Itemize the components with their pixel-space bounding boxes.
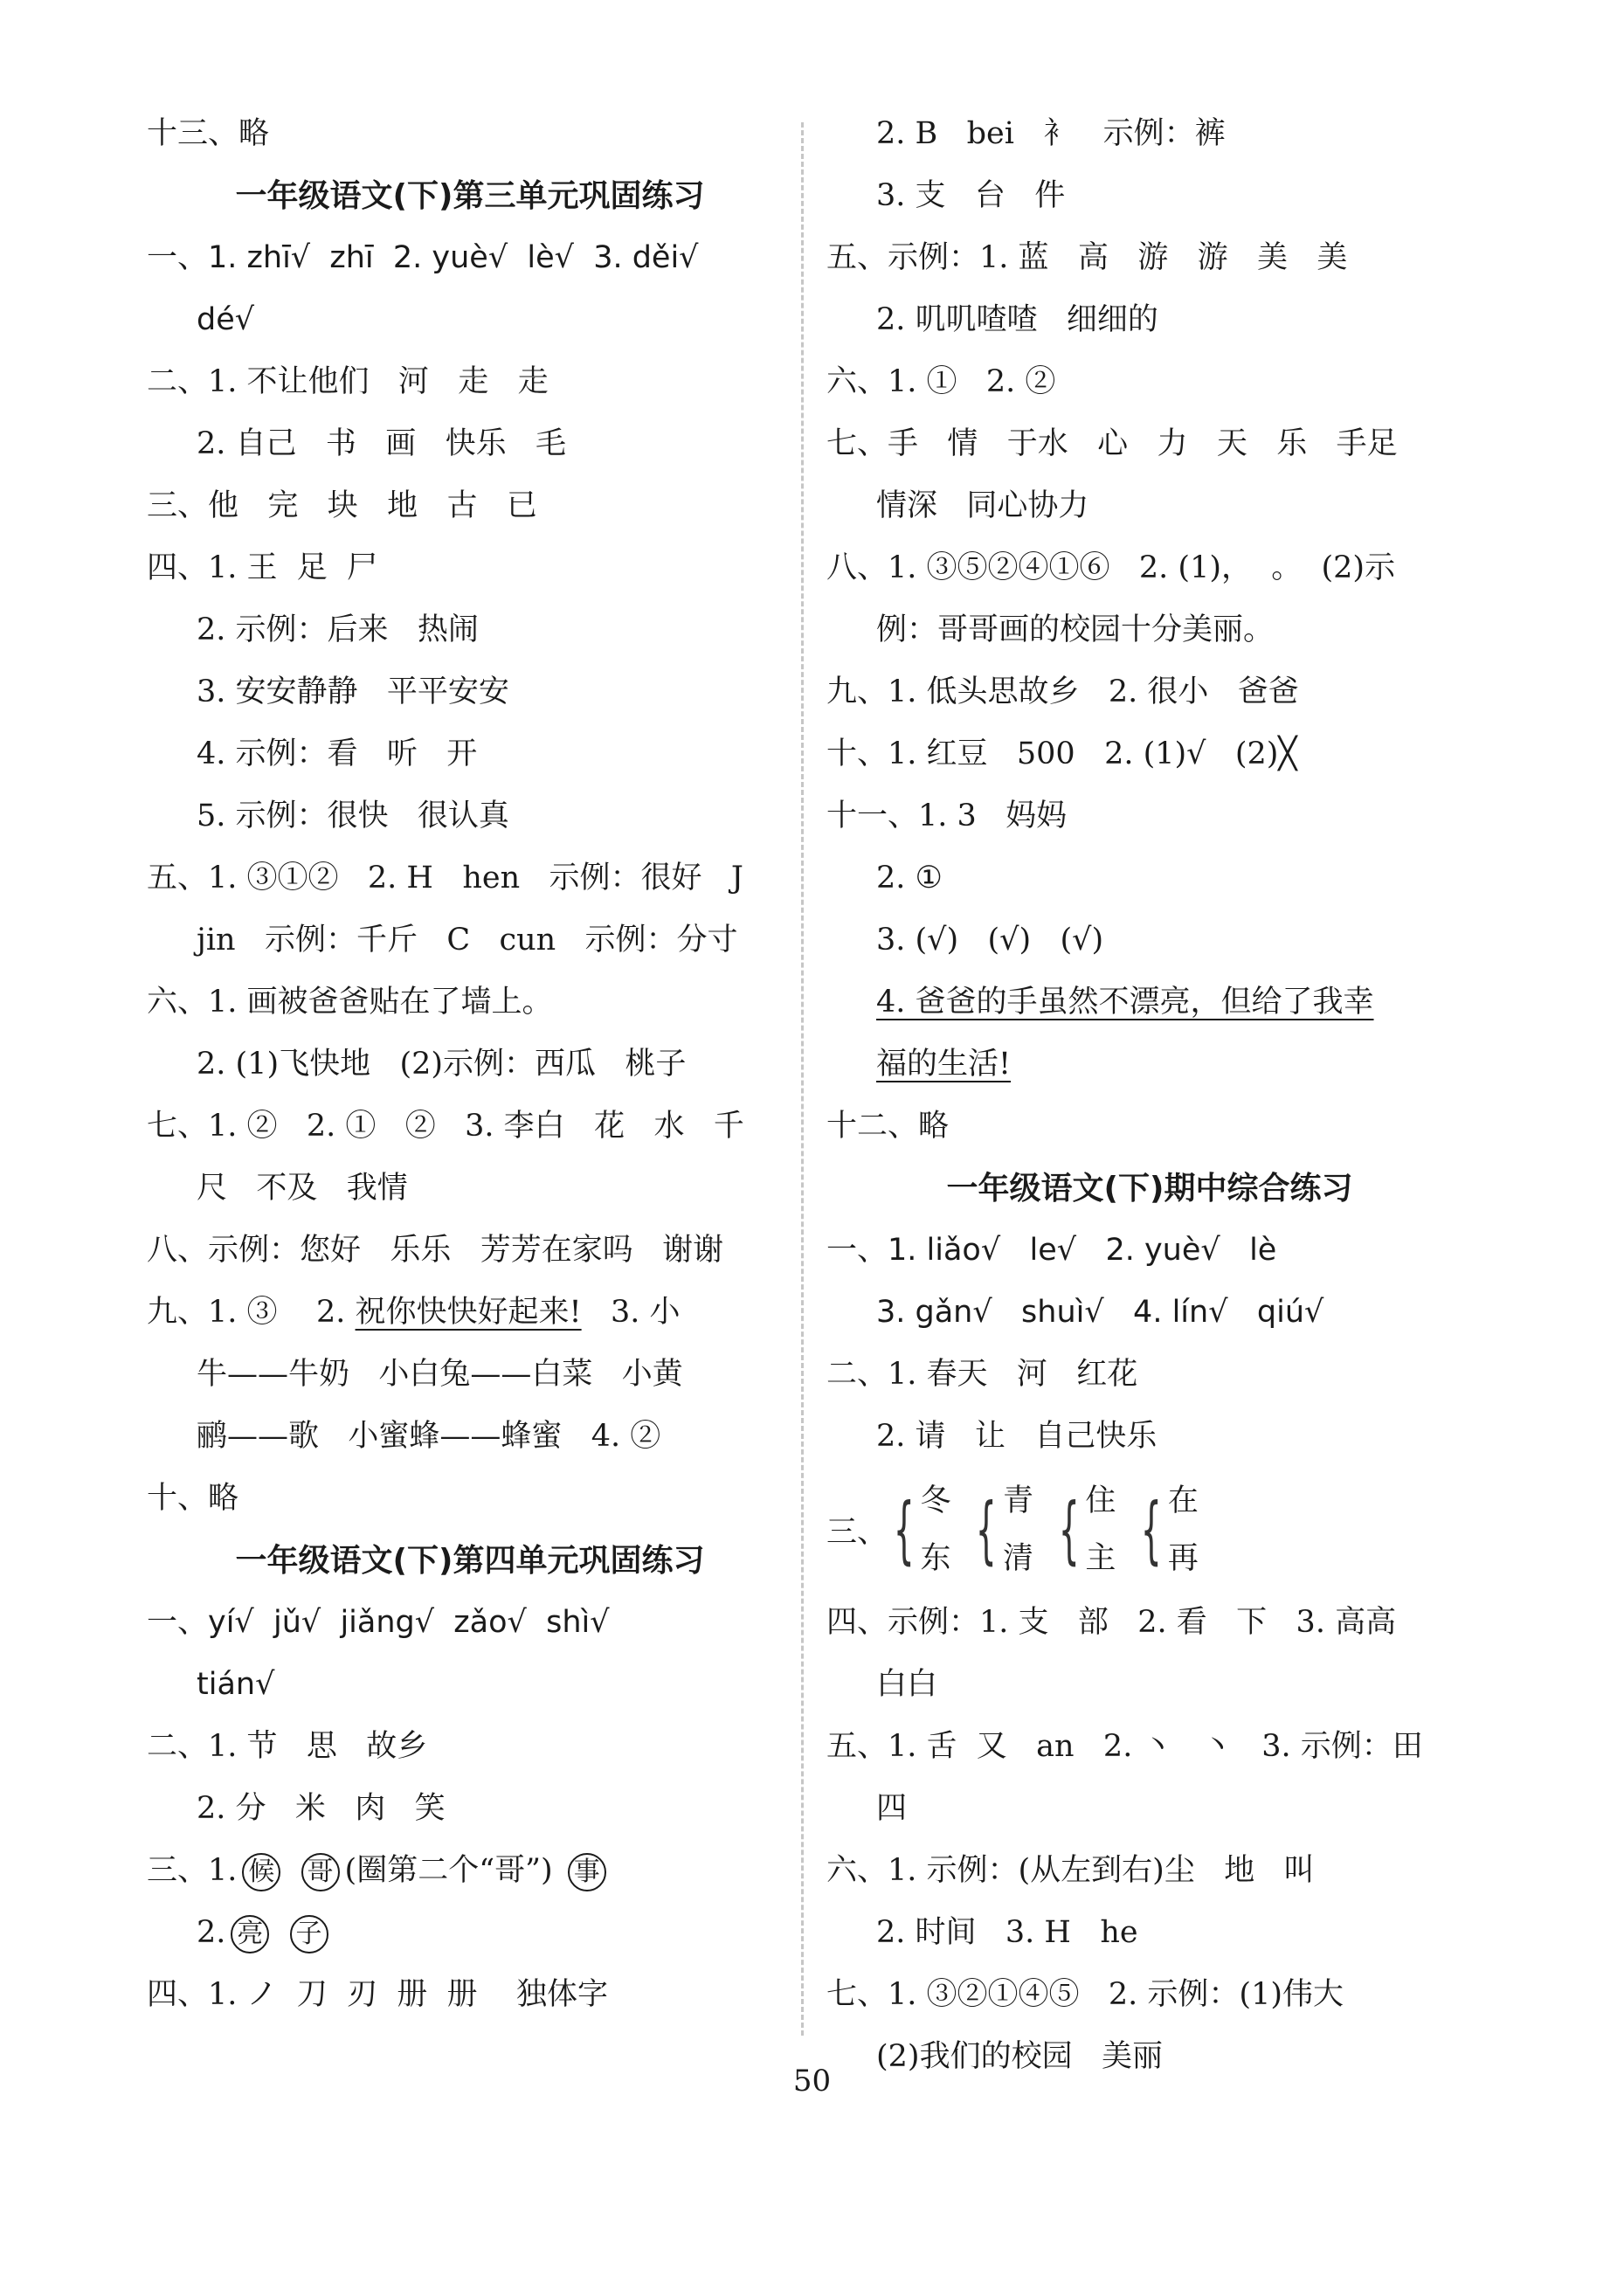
brace-top-char: 在 (1167, 1483, 1199, 1518)
circled-char: 事 (568, 1853, 606, 1891)
answer-text: (圈第二个“哥”) (344, 1853, 553, 1888)
answer-line: 十一、1. 3 妈妈 (826, 799, 1068, 833)
brace-group (888, 1472, 950, 1587)
answer-line: (2)我们的校园 美丽 (876, 2039, 1163, 2074)
brace-bottom-char: 东 (920, 1541, 951, 1576)
answer-line: 尺 不及 我情 (197, 1171, 408, 1206)
answer-line: 十、略 (147, 1481, 239, 1516)
answer-line (147, 1282, 793, 1344)
answer-line: 3. gǎn√ shuì√ 4. lín√ qiú√ (876, 1295, 1324, 1330)
answer-line: 六、1. 画被爸爸贴在了墙上。 (147, 985, 553, 1020)
answer-line: 3. (√) (√) (√) (876, 923, 1104, 958)
answer-text: 三、1. (147, 1853, 238, 1888)
circled-char: 亮 (231, 1915, 269, 1953)
brace-top-char: 冬 (920, 1483, 951, 1518)
answer-line: 一、1. zhī√ zhī 2. yuè√ lè√ 3. děi√ (147, 240, 699, 275)
answer-line: 3. 支 台 件 (876, 178, 1066, 213)
brace-top-char: 住 (1085, 1483, 1116, 1518)
right-column (826, 103, 1473, 2088)
answer-line: 2. (1)飞快地 (2)示例：西瓜 桃子 (197, 1047, 687, 1082)
answer-text: 三、 (826, 1515, 888, 1550)
answer-text: 2. (197, 1915, 226, 1950)
brace-answer-line (826, 1468, 1473, 1592)
circled-char: 候 (242, 1853, 280, 1891)
brace-icon: { (1141, 1487, 1163, 1573)
answer-line (826, 972, 1473, 1034)
answer-line: 一、1. liǎo√ le√ 2. yuè√ lè (826, 1233, 1277, 1268)
brace-group (1135, 1472, 1198, 1587)
answer-text: 3. 小 (581, 1295, 681, 1330)
answer-line: 2. 叽叽喳喳 细细的 (876, 302, 1158, 337)
circled-char: 哥 (301, 1853, 340, 1891)
answer-line: 2. B bei 衤 示例：裤 (876, 116, 1226, 151)
answer-line: 2. 示例：后来 热闹 (197, 612, 479, 647)
answer-line: 2. 自己 书 画 快乐 毛 (197, 426, 567, 461)
answer-line: 五、1. 舌 又 an 2. 丶 丶 3. 示例：田 (826, 1729, 1423, 1764)
brace-group (970, 1472, 1033, 1587)
answer-line: 七、1. ③②①④⑤ 2. 示例：(1)伟大 (826, 1977, 1344, 2012)
answer-line: 牛——牛奶 小白兔——白菜 小黄 (197, 1357, 683, 1392)
answer-line: dé√ (197, 302, 255, 337)
page-number: 50 (792, 2064, 832, 2099)
answer-line: 六、1. ① 2. ② (826, 364, 1056, 399)
brace-bottom-char: 主 (1085, 1541, 1116, 1576)
underlined-answer: 4. 爸爸的手虽然不漂亮，但给了我幸 (876, 985, 1374, 1020)
answer-line: 七、1. ② 2. ① ② 3. 李白 花 水 千 (147, 1109, 744, 1144)
circled-char: 子 (290, 1915, 328, 1953)
answer-line: 2. 时间 3. H he (876, 1915, 1138, 1950)
answer-line: 3. 安安静静 平平安安 (197, 674, 509, 709)
answer-text: 九、1. ③ 2. (147, 1295, 356, 1330)
column-divider (801, 122, 804, 2036)
answer-line: 五、1. ③①② 2. H hen 示例：很好 J (147, 861, 743, 895)
answer-line: 九、1. 低头思故乡 2. 很小 爸爸 (826, 674, 1299, 709)
answer-line: 鹂——歌 小蜜蜂——蜂蜜 4. ② (197, 1419, 661, 1454)
brace-top-char: 青 (1002, 1483, 1033, 1518)
answer-line: 四、1. ノ 刀 刃 册 册 独体字 (147, 1977, 609, 2012)
section-heading: 一年级语文(下)第三单元巩固练习 (235, 178, 705, 214)
answer-line: 四、示例：1. 支 部 2. 看 下 3. 高高 (826, 1605, 1397, 1640)
brace-group (1053, 1472, 1116, 1587)
brace-icon: { (893, 1487, 915, 1573)
answer-line: 白白 (876, 1667, 938, 1702)
answer-line: 四 (876, 1791, 908, 1826)
answer-line: 二、1. 不让他们 河 走 走 (147, 364, 549, 399)
brace-bottom-char: 再 (1167, 1541, 1199, 1576)
answer-line: tián√ (197, 1667, 275, 1702)
answer-line (147, 1840, 793, 1902)
answer-line (147, 1902, 793, 1964)
answer-line: 二、1. 春天 河 红花 (826, 1357, 1138, 1392)
answer-line: 三、他 完 块 地 古 已 (147, 488, 537, 523)
answer-line: 四、1. 王 足 尸 (147, 550, 378, 585)
answer-line: 4. 示例：看 听 开 (197, 736, 478, 771)
answer-line: 5. 示例：很快 很认真 (197, 799, 509, 833)
brace-icon: { (976, 1487, 998, 1573)
answer-line: 2. 分 米 肉 笑 (197, 1791, 446, 1826)
answer-line: 二、1. 节 思 故乡 (147, 1729, 428, 1764)
section-heading: 一年级语文(下)期中综合练习 (946, 1171, 1353, 1207)
answer-line: 七、手 情 于水 心 力 天 乐 手足 (826, 426, 1398, 461)
brace-icon: { (1058, 1487, 1080, 1573)
answer-line: 十、1. 红豆 500 2. (1)√ (2)╳ (826, 736, 1297, 771)
answer-line: 2. ① (876, 861, 943, 895)
answer-line: 八、1. ③⑤②④①⑥ 2. (1)， 。 (2)示 (826, 550, 1396, 585)
answer-line: jin 示例：千斤 C cun 示例：分寸 (197, 923, 738, 958)
answer-line: 例：哥哥画的校园十分美丽。 (876, 612, 1275, 647)
answer-line: 五、示例：1. 蓝 高 游 游 美 美 (826, 240, 1348, 275)
answer-line: 八、示例：您好 乐乐 芳芳在家吗 谢谢 (147, 1233, 724, 1268)
answer-line: 十三、略 (147, 116, 270, 151)
left-column (147, 103, 793, 2026)
answer-line (826, 1034, 1473, 1096)
underlined-answer: 祝你快快好起来! (355, 1295, 582, 1330)
underlined-answer: 福的生活! (876, 1047, 1012, 1082)
answer-line: 情深 同心协力 (876, 488, 1089, 523)
section-heading: 一年级语文(下)第四单元巩固练习 (235, 1543, 705, 1579)
answer-line: 一、yí√ jǔ√ jiǎng√ zǎo√ shì√ (147, 1605, 610, 1640)
answer-line: 2. 请 让 自己快乐 (876, 1419, 1158, 1454)
answer-line: 六、1. 示例：(从左到右)尘 地 叫 (826, 1853, 1315, 1888)
answer-line: 十二、略 (826, 1109, 950, 1144)
brace-bottom-char: 清 (1002, 1541, 1033, 1576)
